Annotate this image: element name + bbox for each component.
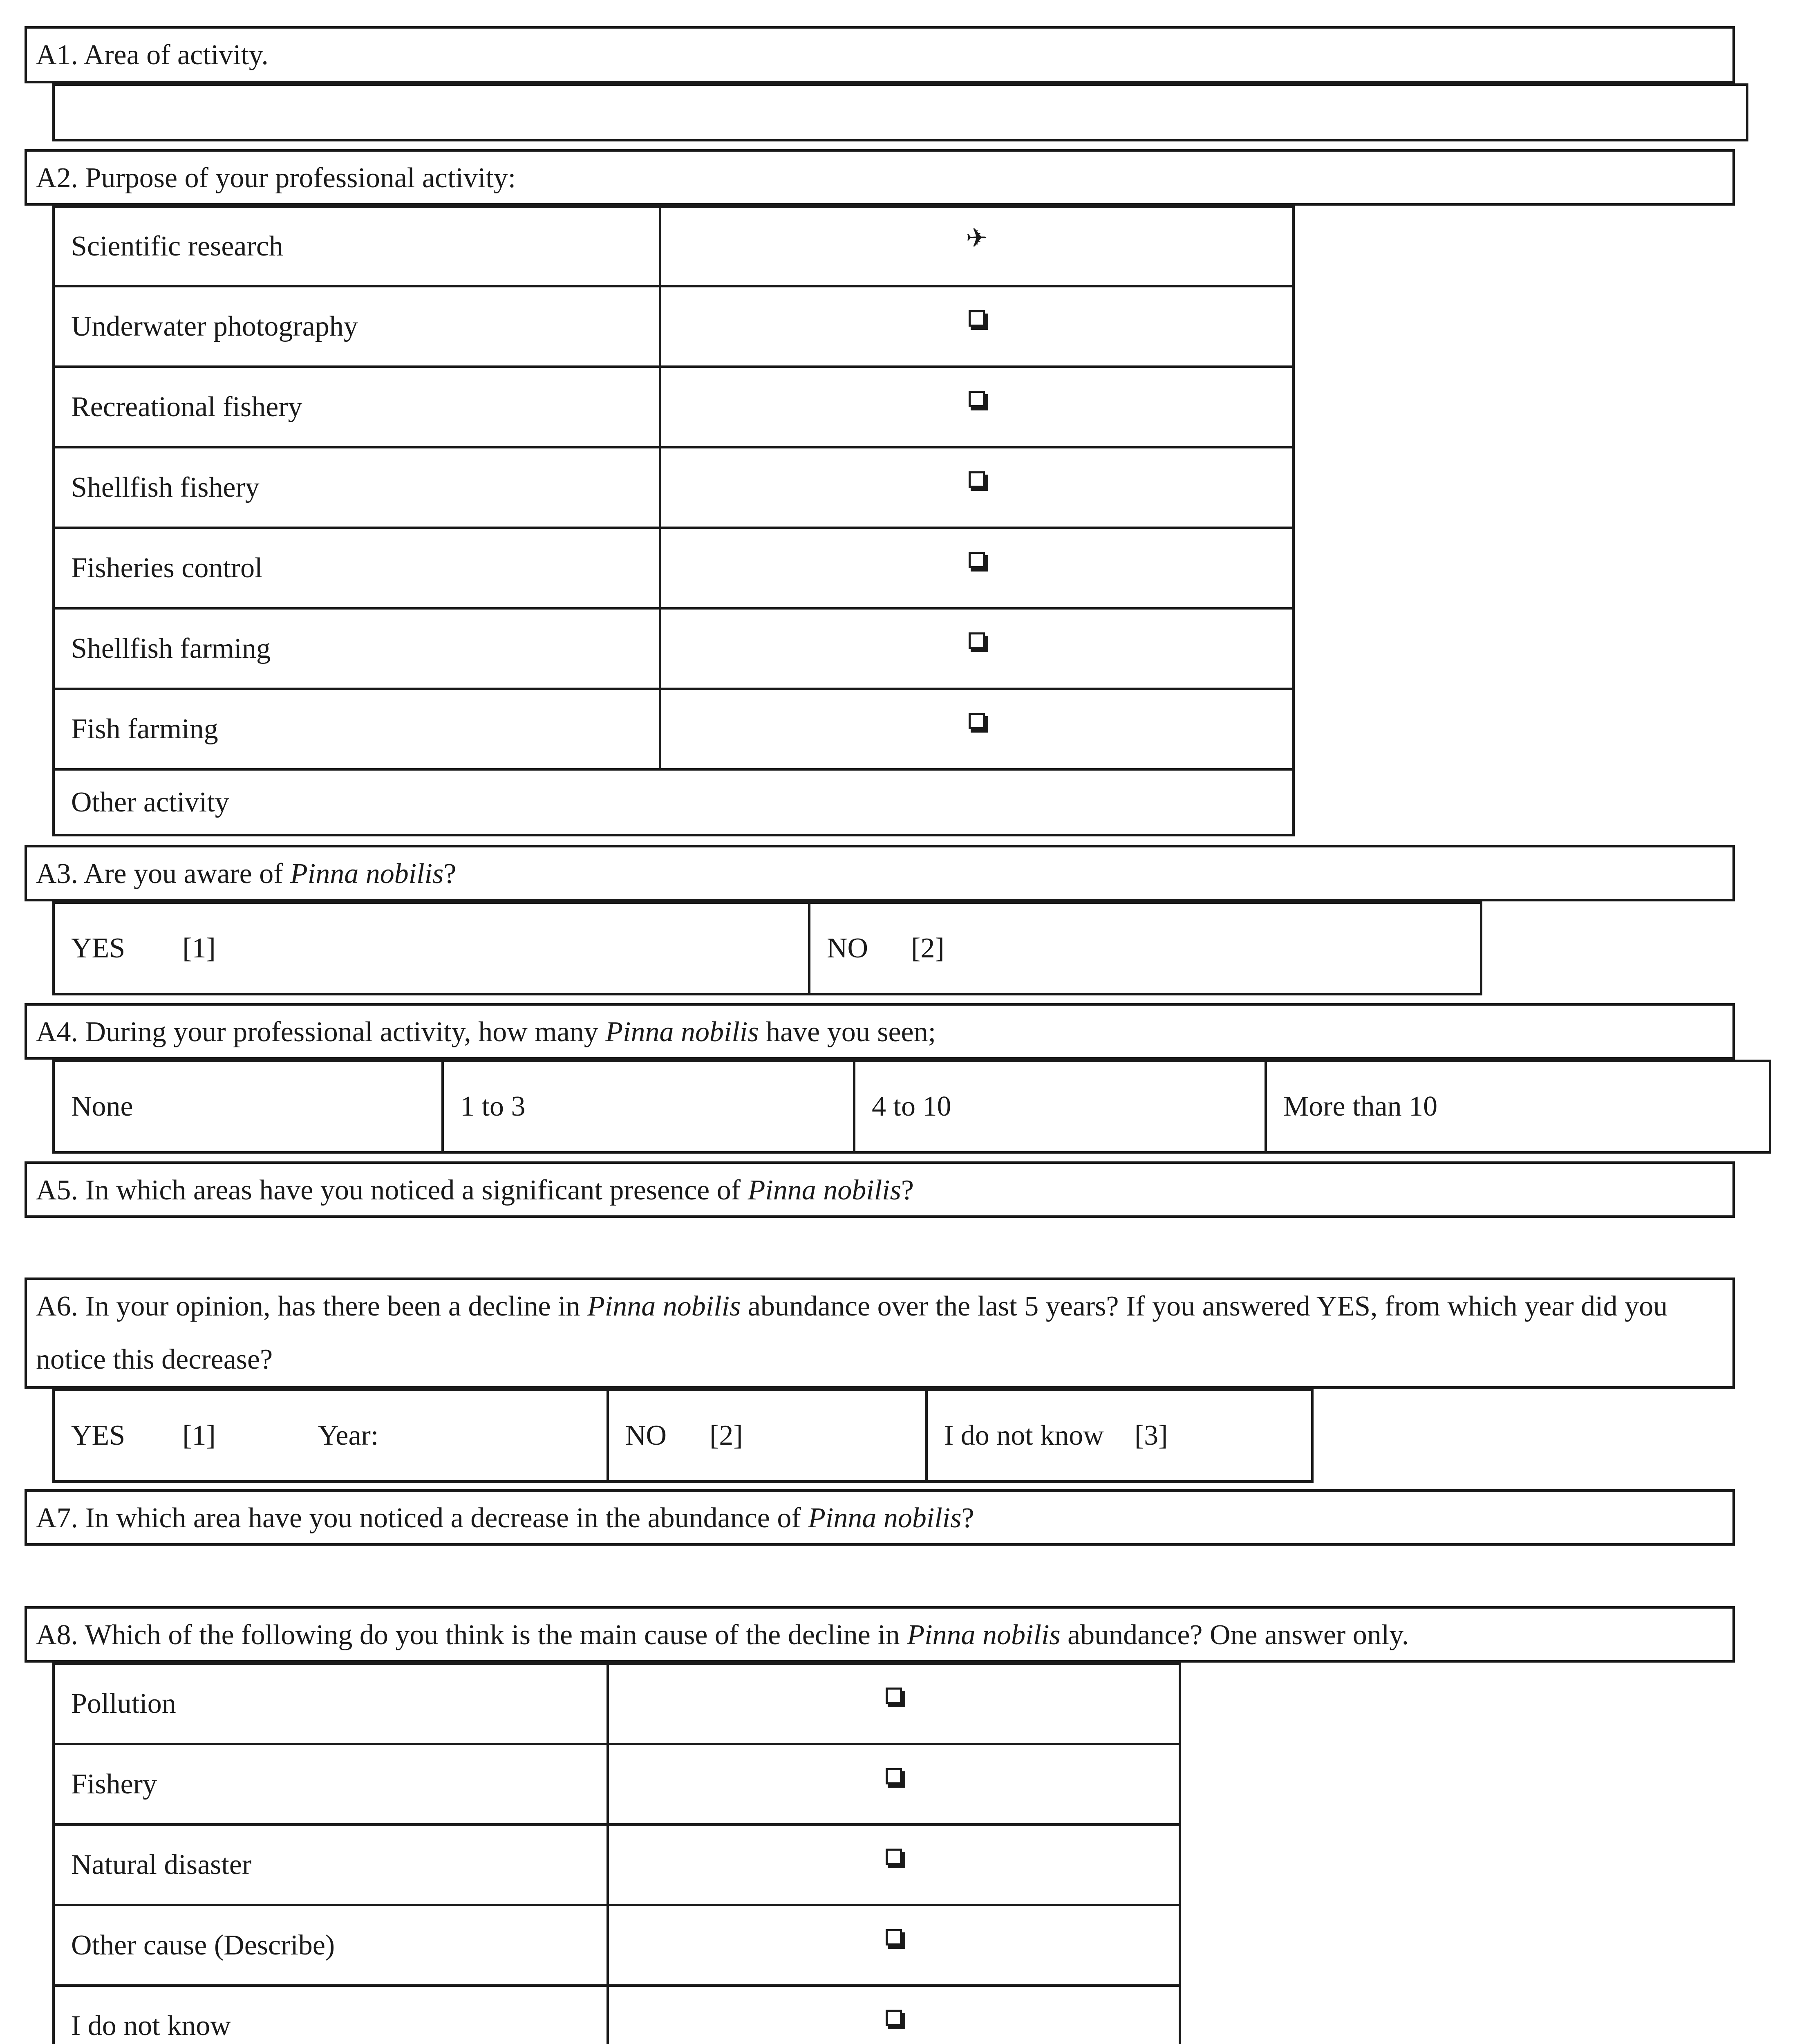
cause-option-checkbox[interactable] bbox=[607, 1904, 1181, 1987]
other-activity-label: Other activity bbox=[71, 786, 229, 818]
question-a4: A4. During your professional activity, how many Pinna nobilis have you seen; bbox=[25, 1003, 1735, 1060]
purpose-option-label: Recreational fishery bbox=[52, 365, 661, 448]
checkbox-icon bbox=[886, 1688, 902, 1704]
purpose-option-checkbox[interactable] bbox=[659, 527, 1295, 610]
year-label: Year: bbox=[318, 1420, 379, 1451]
answer-no[interactable]: NO [2] bbox=[808, 901, 1482, 995]
cause-option-checkbox[interactable] bbox=[607, 1743, 1181, 1826]
area-of-activity-field[interactable] bbox=[52, 83, 1748, 141]
checkbox-icon bbox=[969, 471, 985, 488]
question-a6: A6. In your opinion, has there been a decline in Pinna nobilis abundance over the last 5 years? If you answered YES, from which year did you notice this decrease? bbox=[25, 1278, 1735, 1389]
checkbox-icon bbox=[886, 1768, 902, 1784]
checkbox-icon bbox=[886, 1929, 902, 1945]
answer-yes[interactable]: YES [1] bbox=[52, 901, 810, 995]
checkbox-icon bbox=[969, 713, 985, 729]
count-option[interactable]: 1 to 3 bbox=[441, 1060, 855, 1154]
purpose-option-checkbox[interactable] bbox=[659, 365, 1295, 448]
purpose-option-label: Scientific research bbox=[52, 206, 661, 287]
question-a2-text: A2. Purpose of your professional activity: bbox=[36, 162, 516, 194]
purpose-option-checkbox[interactable] bbox=[659, 285, 1295, 368]
count-option[interactable]: None bbox=[52, 1060, 444, 1154]
checkbox-icon bbox=[969, 632, 985, 649]
count-option[interactable]: More than 10 bbox=[1265, 1060, 1771, 1154]
cause-option-label: Fishery bbox=[52, 1743, 609, 1826]
question-a8: A8. Which of the following do you think is the main cause of the decline in Pinna nobilis abundance? One answer only. bbox=[25, 1606, 1735, 1663]
question-a2 bbox=[25, 149, 1735, 206]
question-a5: A5. In which areas have you noticed a significant presence of Pinna nobilis? bbox=[25, 1161, 1735, 1218]
species-name: Pinna nobilis bbox=[907, 1619, 1061, 1651]
checkbox-icon bbox=[969, 391, 985, 407]
cause-option-label: I do not know bbox=[52, 1984, 609, 2044]
purpose-option-label: Fisheries control bbox=[52, 527, 661, 610]
question-a7: A7. In which area have you noticed a decrease in the abundance of Pinna nobilis? bbox=[25, 1489, 1735, 1546]
airplane-icon: ✈ bbox=[966, 223, 988, 253]
question-a1 bbox=[25, 26, 1735, 83]
cause-option-label: Pollution bbox=[52, 1663, 609, 1745]
purpose-option-label: Shellfish farming bbox=[52, 607, 661, 690]
other-activity-field[interactable] bbox=[52, 768, 1295, 836]
answer-no[interactable]: NO [2] bbox=[607, 1389, 928, 1483]
species-name: Pinna nobilis bbox=[605, 1016, 759, 1048]
purpose-option-checkbox[interactable] bbox=[659, 607, 1295, 690]
checkbox-icon bbox=[969, 310, 985, 327]
checkbox-icon bbox=[886, 2010, 902, 2026]
purpose-option-label: Fish farming bbox=[52, 688, 661, 771]
purpose-option-checkbox[interactable] bbox=[659, 688, 1295, 771]
checkbox-icon bbox=[886, 1849, 902, 1865]
species-name: Pinna nobilis bbox=[748, 1174, 901, 1206]
cause-option-label: Natural disaster bbox=[52, 1823, 609, 1906]
question-a3: A3. Are you aware of Pinna nobilis? bbox=[25, 845, 1735, 901]
cause-option-checkbox[interactable] bbox=[607, 1663, 1181, 1745]
cause-option-checkbox[interactable] bbox=[607, 1823, 1181, 1906]
answer-yes[interactable]: YES [1] Year: bbox=[52, 1389, 609, 1483]
count-option[interactable]: 4 to 10 bbox=[853, 1060, 1267, 1154]
species-name: Pinna nobilis bbox=[808, 1502, 962, 1534]
species-name: Pinna nobilis bbox=[587, 1291, 741, 1322]
cause-option-label: Other cause (Describe) bbox=[52, 1904, 609, 1987]
purpose-option-checkbox[interactable] bbox=[659, 446, 1295, 529]
purpose-option-label: Underwater photography bbox=[52, 285, 661, 368]
checkbox-icon bbox=[969, 552, 985, 568]
cause-option-checkbox[interactable] bbox=[607, 1984, 1181, 2044]
species-name: Pinna nobilis bbox=[290, 858, 444, 890]
purpose-option-label: Shellfish fishery bbox=[52, 446, 661, 529]
purpose-option-checkbox[interactable] bbox=[659, 206, 1295, 287]
question-a1-text: A1. Area of activity. bbox=[36, 39, 269, 71]
answer-do-not-know[interactable]: I do not know [3] bbox=[925, 1389, 1314, 1483]
